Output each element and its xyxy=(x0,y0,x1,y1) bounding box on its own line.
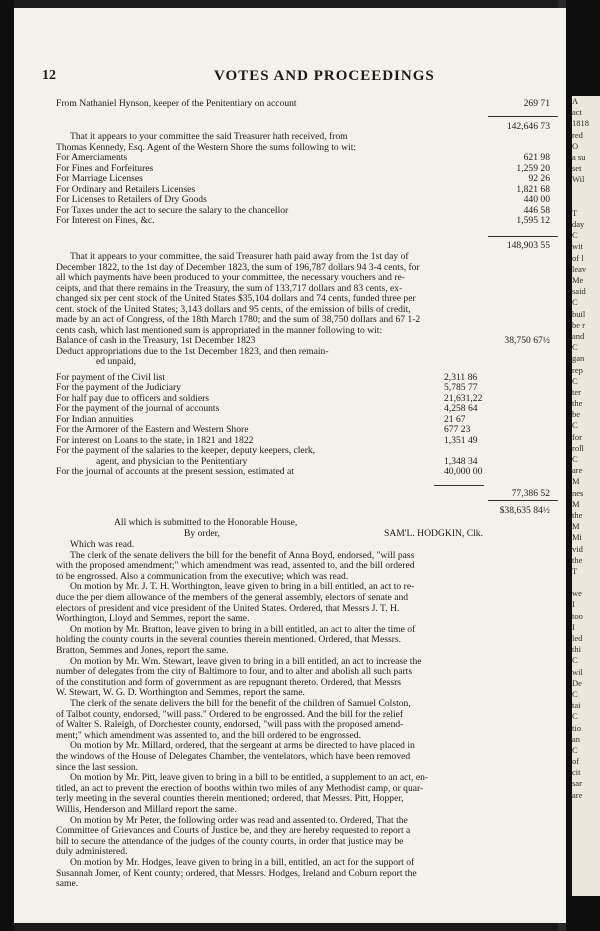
facing-page-fragment-line: the xyxy=(572,554,583,565)
appropriation-item xyxy=(56,435,550,446)
proceedings-line-text: duce the per diem allowance of the members of the general assembly, electors of senate and xyxy=(56,592,409,603)
proceedings-line xyxy=(56,825,550,836)
proceedings-line-text: number of delegates from the city of Baltimore to four, and to alter and abolish all such parts xyxy=(56,666,413,678)
paid-paragraph-line-text: all which payments have been produced to your committee, the necessary vouchers and re- xyxy=(56,272,405,283)
appropriation-amount: 4,258 64 xyxy=(444,403,478,414)
facing-page-fragment-line: I xyxy=(572,599,575,610)
proceedings-line xyxy=(56,592,550,603)
facing-page-fragment-line: of xyxy=(572,756,580,767)
deduct-line-text: ed unpaid, xyxy=(96,356,136,367)
proceedings-line-text: the windows of the House of Delegates Chamber, the ventelators, which have been removed xyxy=(56,751,411,762)
appropriation-amount: 21,631,22 xyxy=(444,392,483,404)
receipt-item-text: For Licenses to Retailers of Dry Goods xyxy=(56,194,207,205)
appropriation-amount: 1,351 49 xyxy=(444,434,478,446)
facing-page-fragment-line: De xyxy=(572,677,582,688)
facing-page-fragment-line: C xyxy=(572,655,578,666)
proceedings-line xyxy=(56,740,564,751)
paid-paragraph-line-text: ceipts, and that there remains in the Treasury, the sum of 133,717 dollars and 83 cents, ex- xyxy=(56,282,403,294)
facing-page-fragment-line: buil xyxy=(572,308,586,319)
receipt-amount: 440 00 xyxy=(523,194,550,205)
facing-page-fragment-line: M xyxy=(572,498,580,509)
receipt-item xyxy=(56,152,550,163)
facing-page-fragment-line: T xyxy=(572,207,578,218)
receipt-item-text: For Marriage Licenses xyxy=(56,173,143,184)
proceedings-line-text: holding the county courts in the several counties therein mentioned. Ordered, that Messrs. xyxy=(56,634,402,646)
facing-page-fragment-line: are xyxy=(572,465,583,476)
receipt-item xyxy=(56,163,550,174)
proceedings-line xyxy=(56,783,550,794)
appropriation-amount: 2,311 86 xyxy=(444,371,478,383)
facing-page-fragment-line: thi xyxy=(572,644,581,655)
proceedings-line xyxy=(56,836,550,847)
proceedings-line xyxy=(56,730,550,741)
proceedings-line xyxy=(56,613,550,624)
proceedings-line xyxy=(56,751,550,762)
proceedings-line-text: titled, an act to prevent the erection of booths within two miles of any Methodist camp, or quar- xyxy=(56,782,424,794)
deduct-line xyxy=(56,346,550,357)
receipt-item-text: For Fines and Forfeitures xyxy=(56,162,154,174)
proceedings-line-text: to be engrossed. Also a communication from the executive; which was read. xyxy=(56,570,349,582)
facing-page-fragment-line: sar xyxy=(572,778,582,789)
facing-page-fragment-line: led xyxy=(572,633,583,643)
appropriation-item xyxy=(56,393,550,404)
running-title: VOTES AND PROCEEDINGS xyxy=(214,68,435,84)
proceedings-line-text: with the proposed amendment;" which amendment was read, assented to, and the bill ordered xyxy=(56,560,415,572)
proceedings-line xyxy=(56,868,550,879)
facing-page-fragment-line: cit xyxy=(572,767,581,778)
proceedings-line-text: On motion by Mr. Hodges, leave given to bring in a bill, entitled, an act for the support of xyxy=(70,857,415,868)
proceedings-line-text: Willis, Henderson and Millard report the same. xyxy=(56,804,237,815)
subtotal-line xyxy=(56,240,550,251)
facing-page-fragment-line: too xyxy=(572,610,583,621)
remainder-line xyxy=(56,505,550,516)
proceedings-line-text: On motion by Mr. Wm. Stewart, leave given to bring in a bill entitled, an act to increase the xyxy=(70,655,422,667)
facing-page-fragment-line: wit xyxy=(572,241,583,252)
deduct-line-text: Deduct appropriations due to the 1st December 1823, and then remain- xyxy=(56,345,329,357)
receipt-item-text: For Amerciaments xyxy=(56,152,128,163)
proceedings-line xyxy=(56,709,550,720)
facing-page-fragment-line: wil xyxy=(572,666,583,677)
facing-page-fragment-line: C xyxy=(572,230,578,241)
proceedings-line xyxy=(56,656,564,667)
proceedings-line xyxy=(56,793,550,804)
proceedings-line-text: same. xyxy=(56,878,79,890)
facing-page-fragment-line: for xyxy=(572,431,582,442)
facing-page-fragment-line: I xyxy=(572,621,575,632)
appropriation-item xyxy=(56,466,550,477)
facing-page-fragment-line: roll xyxy=(572,442,584,453)
facing-page-fragment-line: 1818 xyxy=(572,118,589,129)
facing-page-fragment-line: and xyxy=(572,330,585,341)
proceedings-line xyxy=(56,571,550,582)
facing-page-fragment-line: C xyxy=(572,711,578,722)
receipt-amount: 92 26 xyxy=(528,173,550,184)
facing-page-fragment-line: the xyxy=(572,398,583,409)
balance-amount: 38,750 67½ xyxy=(504,335,550,346)
proceedings-line-text: terly meeting in the several counties therein mentioned; ordered, that Messrs. Pitt, Hopper, xyxy=(56,793,404,805)
appropriation-item-text: For the payment of the journal of accounts xyxy=(56,403,220,414)
facing-page-fragment-line xyxy=(572,186,600,197)
proceedings-line-text: of Talbot county, endorsed, "will pass." Ordered to be engrossed. And the bill for the relief xyxy=(56,708,404,720)
receipt-item-text: For Ordinary and Retailers Licenses xyxy=(56,183,196,195)
account-line-hynson xyxy=(56,98,550,109)
proceedings-line-text: On motion by Mr. Millard, ordered, that the sergeant at arms be directed to have placed in xyxy=(70,740,415,752)
facing-page-fragment-line: are xyxy=(572,789,583,800)
receipt-amount: 1,595 12 xyxy=(516,215,550,226)
proceedings-line xyxy=(56,634,550,645)
appropriation-item-text: For the Armorer of the Eastern and Western Shore xyxy=(56,424,249,435)
paid-paragraph-line-text: made by an act of Congress, of the 18th March 1780; and the sum of 38,750 dollars and 67 1-2 xyxy=(56,314,421,325)
appropriation-amount: 5,785 77 xyxy=(444,382,478,393)
facing-page-fragment-line: C xyxy=(572,342,578,353)
subtotal-amount: 142,646 73 xyxy=(506,121,550,132)
paid-paragraph-line-text: cents cash, which last mentioned sum is appropriated in the manner following to wit: xyxy=(56,324,383,336)
appropriation-item xyxy=(56,424,550,435)
facing-page-fragment-line: said xyxy=(572,286,586,297)
facing-page-fragment-line: M xyxy=(572,521,580,532)
subtotal-amount: 148,903 55 xyxy=(506,240,550,251)
facing-page-fragment-line: Wil xyxy=(572,174,585,185)
proceedings-line-text: since the last session. xyxy=(56,761,139,773)
proceedings-line-text: Susannah Jomer, of Kent county; ordered, that Messrs. Hodges, Ireland and Coburn report the xyxy=(56,867,417,879)
proceedings-line xyxy=(56,698,564,709)
signature-by-order xyxy=(184,528,304,539)
facing-page-fragment-line: of l xyxy=(572,252,584,263)
appropriation-amount: 677 23 xyxy=(444,424,471,435)
paid-paragraph-line-text: December 1822, to the 1st day of December 1823, the sum of 196,787 dollars 94 3-4 cents, for xyxy=(56,261,420,273)
page-number: 12 xyxy=(42,68,56,83)
proceedings-line xyxy=(56,560,550,571)
proceedings-line-text: of Walter S. Raleigh, of Dorchester county, endorsed, "will pass with the proposed amend- xyxy=(56,719,404,731)
proceedings-line xyxy=(56,677,550,688)
deduct-line xyxy=(56,356,566,367)
facing-page-fragment-line: tio xyxy=(572,722,581,733)
account-line-hynson-text: From Nathaniel Hynson, keeper of the Penitentiary on account xyxy=(56,98,297,109)
facing-page-fragment-line: T xyxy=(572,565,578,576)
receipts-intro-line-text: Thomas Kennedy, Esq. Agent of the Western Shore the sums following to wit: xyxy=(56,141,357,153)
appropriation-item xyxy=(56,382,550,393)
signature-submitted xyxy=(114,517,414,528)
proceedings-line-text: The clerk of the senate delivers the bill for the benefit of the children of Samuel Colston, xyxy=(70,698,411,709)
receipt-item xyxy=(56,173,550,184)
proceedings-line-text: duly administered. xyxy=(56,846,128,858)
proceedings-line-text: Bratton, Semmes and Jones, report the same. xyxy=(56,645,229,656)
proceedings-line xyxy=(56,762,550,773)
receipt-item xyxy=(56,215,550,226)
paid-paragraph-line xyxy=(56,283,550,294)
appropriations-total-line xyxy=(56,488,550,499)
facing-page-fragment-line xyxy=(572,577,600,588)
facing-page-fragment-line: set xyxy=(572,163,582,174)
appropriation-amount: 21 67 xyxy=(444,413,466,425)
proceedings-line xyxy=(56,815,564,826)
facing-page-fragment-line: be r xyxy=(572,319,585,330)
total-rule xyxy=(488,236,558,237)
facing-page-fragment-line: we xyxy=(572,588,582,599)
appropriation-item xyxy=(56,403,550,414)
receipt-item-text: For Interest on Fines, &c. xyxy=(56,215,155,226)
facing-page-fragment-line: act xyxy=(572,107,582,118)
proceedings-line-text: Which was read. xyxy=(70,539,135,550)
proceedings-line xyxy=(56,539,564,550)
proceedings-line xyxy=(56,687,550,698)
facing-page-fragment-line: C xyxy=(572,744,578,755)
proceedings-line-text: bill to secure the attendance of the judges of the county courts, in order that justice may be xyxy=(56,835,404,847)
receipt-item xyxy=(56,184,550,195)
proceedings-line-text: W. Stewart, W. G. D. Worthington and Semmes, report the same. xyxy=(56,687,305,699)
paid-paragraph-line xyxy=(56,314,550,325)
facing-page-fragment xyxy=(572,96,600,896)
paid-paragraph-line-text: changed six per cent stock of the United States $35,104 dollars and 74 cents, funded three per xyxy=(56,293,416,304)
paid-paragraph-line-text: cent. stock of the United States; 3,143 dollars and 95 cents, of the emission of bills of credit, xyxy=(56,303,411,315)
facing-page-fragment-line: red xyxy=(572,129,583,140)
receipt-amount: 1,259 20 xyxy=(516,162,550,174)
appropriation-item xyxy=(56,414,550,425)
facing-page-fragment-line: O xyxy=(572,140,579,151)
receipt-amount: 621 98 xyxy=(523,152,550,163)
receipts-intro-line xyxy=(56,142,550,153)
appropriation-item-text: For the payment of the Judiciary xyxy=(56,382,181,393)
proceedings-line-text: electors of president and vice president of the United States. Ordered, that Messrs J. T. H. xyxy=(56,602,400,614)
signature-submitted-text: All which is submitted to the Honorable House, xyxy=(114,517,298,528)
facing-page-fragment-line: C xyxy=(572,688,578,699)
receipt-item xyxy=(56,205,550,216)
facing-page-fragment-line: C xyxy=(572,375,578,386)
signature-clerk-text: SAM'L. HODGKIN, Clk. xyxy=(384,528,484,539)
appropriation-amount: 40,000 00 xyxy=(444,466,483,477)
proceedings-line xyxy=(56,719,550,730)
receipts-intro-line xyxy=(56,131,564,142)
facing-page-fragment-line: C xyxy=(572,454,578,464)
facing-page-fragment-line: gan xyxy=(572,353,585,364)
proceedings-line xyxy=(56,645,550,656)
appropriation-item xyxy=(56,372,550,383)
proceedings-line xyxy=(56,857,564,868)
appropriation-item-text: For the payment of the salaries to the keeper, deputy keepers, clerk, xyxy=(56,445,316,456)
facing-page-fragment-line: C xyxy=(572,420,578,431)
proceedings-line-text: ment;" which amendment was assented to, and the bill ordered to be engrossed. xyxy=(56,729,361,741)
proceedings-line-text: On motion by Mr. Bratton, leave given to bring in a bill entitled, an act to alter the time of xyxy=(70,623,416,635)
receipt-amount: 1,821 68 xyxy=(516,183,550,195)
proceedings-line xyxy=(56,878,550,889)
proceedings-line xyxy=(56,550,564,561)
facing-page-fragment-line: leav xyxy=(572,263,587,274)
total-rule xyxy=(488,116,558,117)
receipt-item-text: For Taxes under the act to secure the salary to the chancellor xyxy=(56,204,289,216)
receipt-amount: 446 58 xyxy=(523,204,550,216)
paid-paragraph-line xyxy=(56,293,550,304)
facing-page-fragment-line: a su xyxy=(572,151,586,162)
facing-page-fragment-line: vid xyxy=(572,543,583,554)
proceedings-line-text: On motion by Mr. Pitt, leave given to bring in a bill to be entitled, a supplement to an act, en- xyxy=(70,772,429,784)
facing-page-fragment-line: Mi xyxy=(572,532,582,543)
proceedings-line-text: The clerk of the senate delivers the bill for the benefit of Anna Boyd, endorsed, "will pass xyxy=(70,549,415,561)
facing-page-fragment-line: day xyxy=(572,219,585,230)
proceedings-line xyxy=(56,666,550,677)
paid-paragraph-line xyxy=(56,272,550,283)
proceedings-line xyxy=(56,846,550,857)
document-page xyxy=(14,8,566,923)
proceedings-line-text: Worthington, Lloyd and Semmes, report the same. xyxy=(56,613,250,625)
appropriation-item-text: For half pay due to officers and soldiers xyxy=(56,392,210,404)
proceedings-line-text: On motion by Mr. J. T. H. Worthington, leave given to bring in a bill entitled, an act to re- xyxy=(70,581,415,593)
appropriation-item-text: For Indian annuities xyxy=(56,413,134,425)
appropriation-item-text: For payment of the Civil list xyxy=(56,371,165,383)
proceedings-line-text: of the constitution and form of government as are repugnant thereto. Ordered, that Messrs xyxy=(56,676,402,688)
facing-page-fragment-line: an xyxy=(572,733,581,744)
facing-page-fragment-line: rep xyxy=(572,364,583,375)
appropriation-amount: 1,348 34 xyxy=(444,455,478,467)
paid-paragraph-line-text: That it appears to your committee, the said Treasurer hath paid away from the 1st day of xyxy=(70,251,409,262)
facing-page-fragment-line: ter xyxy=(572,386,581,397)
appropriation-item-text: agent, and physician to the Penitentiary xyxy=(96,455,248,467)
signature-by-order-text: By order, xyxy=(184,528,220,539)
facing-page-fragment-line: be xyxy=(572,409,581,420)
facing-page-fragment-line: A xyxy=(572,96,579,106)
receipt-item xyxy=(56,194,550,205)
paid-paragraph-line xyxy=(56,304,550,315)
balance-line xyxy=(56,335,550,346)
facing-page-fragment-line: C xyxy=(572,297,578,308)
appropriation-item xyxy=(56,445,550,456)
account-amount: 269 71 xyxy=(523,98,550,109)
appropriation-item-text: For interest on Loans to the state, in 1821 and 1822 xyxy=(56,434,254,446)
proceedings-line xyxy=(56,603,550,614)
proceedings-line xyxy=(56,624,564,635)
facing-page-fragment-line: M xyxy=(572,476,580,487)
proceedings-line-text: On motion by Mr Peter, the following order was read and assented to. Ordered, That the xyxy=(70,814,408,826)
remainder-amount: $38,635 84½ xyxy=(499,505,550,516)
paid-paragraph-line xyxy=(56,262,550,273)
page-header xyxy=(42,68,562,88)
proceedings-line xyxy=(56,581,564,592)
proceedings-line xyxy=(56,772,564,783)
proceedings-line-text: Committee of Grievances and Courts of Justice be, and they are hereby requested to report a xyxy=(56,825,411,837)
facing-page-fragment-line: nes xyxy=(572,487,584,498)
facing-page-fragment-line: tai xyxy=(572,700,581,711)
paid-paragraph-line xyxy=(56,251,564,262)
facing-page-fragment-line xyxy=(572,197,600,208)
paid-paragraph-line xyxy=(56,325,550,336)
scan-border-left xyxy=(0,0,14,931)
appropriation-item xyxy=(56,456,566,467)
total-rule xyxy=(434,485,484,486)
appropriations-total-amount: 77,386 52 xyxy=(511,488,550,499)
balance-line-text: Balance of cash in the Treasury, 1st December 1823 xyxy=(56,335,256,346)
total-rule xyxy=(488,500,558,501)
proceedings-line xyxy=(56,804,550,815)
appropriation-item-text: For the journal of accounts at the present session, estimated at xyxy=(56,466,294,477)
facing-page-fragment-line: Me xyxy=(572,275,584,285)
receipts-intro-line-text: That it appears to your committee the said Treasurer hath received, from xyxy=(70,131,348,142)
facing-page-fragment-line: the xyxy=(572,509,583,520)
signature-clerk xyxy=(384,528,554,539)
